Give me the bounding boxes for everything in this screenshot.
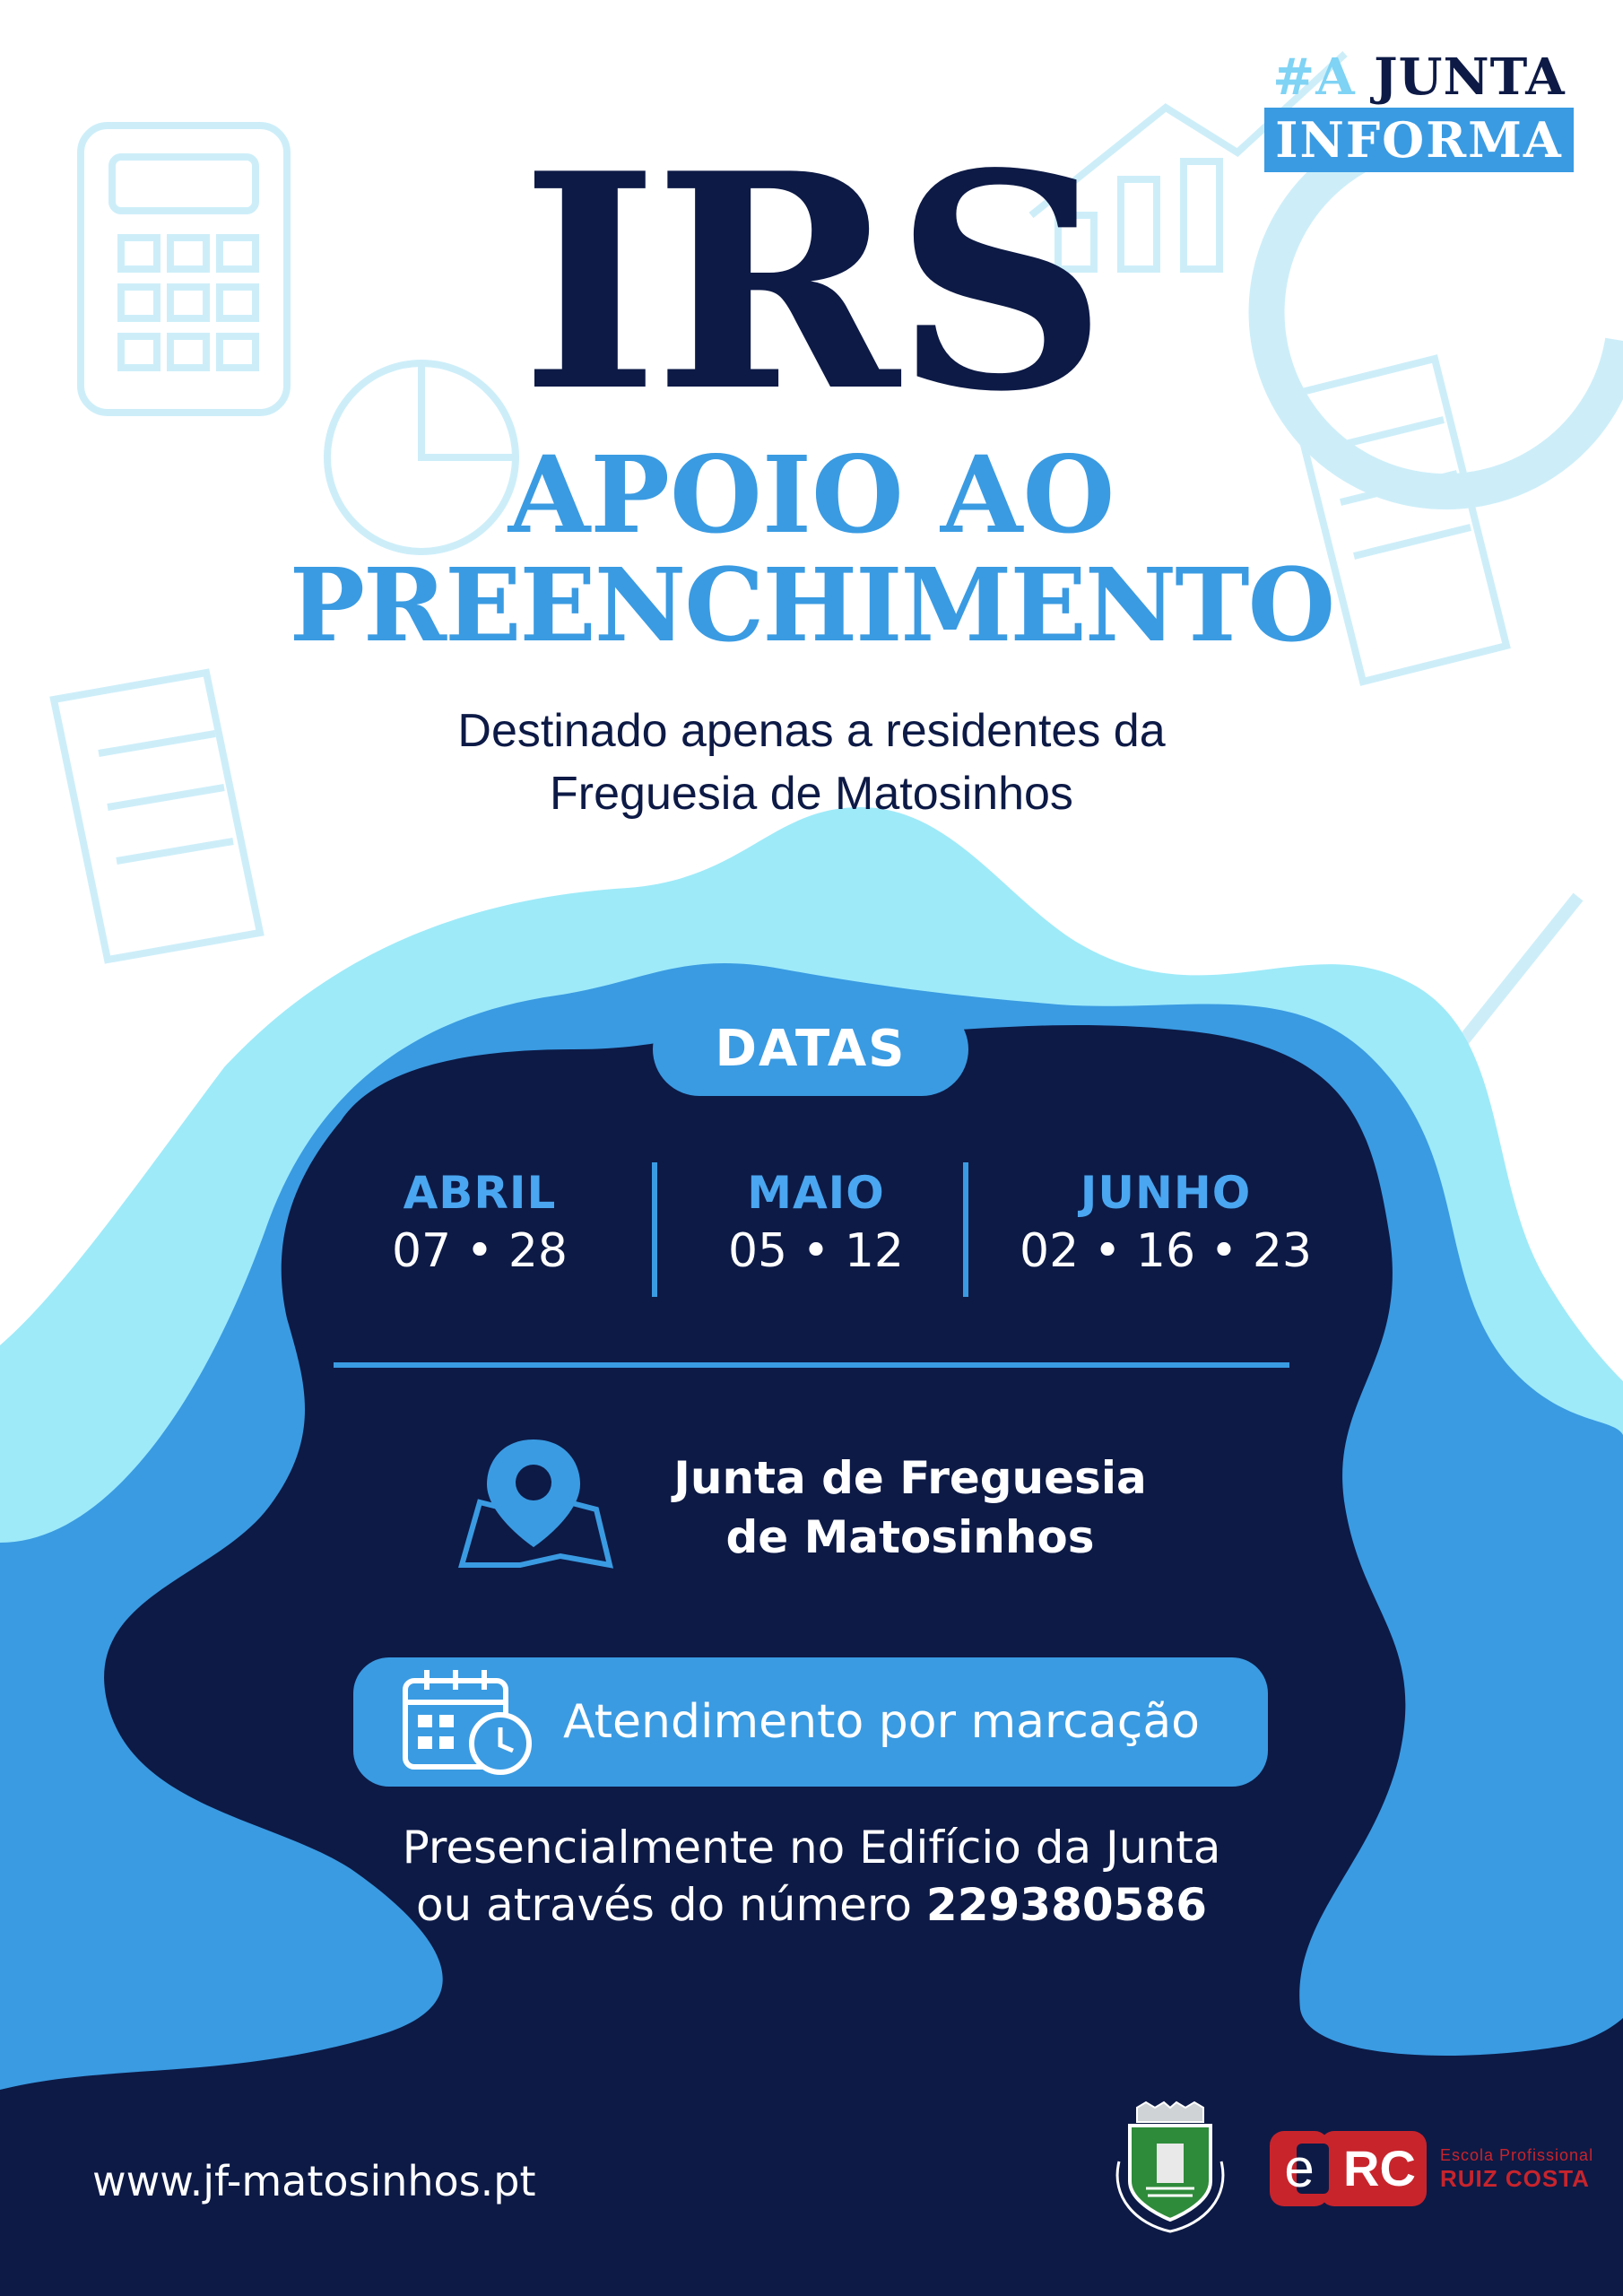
appointment-label: Atendimento por marcação bbox=[563, 1695, 1200, 1749]
contact-line-2-text: ou através do número bbox=[415, 1879, 912, 1931]
audience-line-2: Freguesia de Matosinhos bbox=[550, 768, 1073, 820]
website-link[interactable]: www.jf-matosinhos.pt bbox=[92, 2157, 536, 2205]
month-days: 02 • 16 • 23 bbox=[1020, 1224, 1312, 1278]
month-days: 07 • 28 bbox=[391, 1224, 568, 1278]
location-line-2: de Matosinhos bbox=[725, 1511, 1095, 1563]
main-title: IRS bbox=[520, 109, 1103, 457]
month-june bbox=[986, 1166, 1345, 1283]
contact-line-2 bbox=[0, 1876, 1623, 1934]
erc-e-letter: e bbox=[1284, 2138, 1315, 2198]
parish-coat-of-arms-logo bbox=[1110, 2099, 1230, 2233]
badge-word: JUNTA bbox=[1374, 48, 1566, 107]
badge-line-2: INFORMA bbox=[1264, 108, 1574, 172]
dates-heading: DATAS bbox=[653, 1003, 968, 1096]
badge-hash: #A bbox=[1272, 48, 1356, 107]
erc-name-text: RUIZ COSTA bbox=[1440, 2165, 1590, 2192]
audience-note bbox=[0, 700, 1623, 825]
subtitle bbox=[0, 432, 1623, 665]
month-may bbox=[681, 1166, 950, 1283]
month-april bbox=[341, 1166, 619, 1283]
badge-line-1 bbox=[1264, 48, 1574, 107]
month-name: JUNHO bbox=[1080, 1167, 1252, 1219]
phone-number: 229380586 bbox=[925, 1879, 1208, 1931]
contact-line-1: Presencialmente no Edifício da Junta bbox=[402, 1822, 1221, 1874]
date-divider bbox=[963, 1162, 968, 1297]
date-divider bbox=[652, 1162, 657, 1297]
map-pin-icon bbox=[453, 1431, 614, 1570]
location-name bbox=[619, 1448, 1202, 1567]
erc-rc-letters: RC bbox=[1343, 2140, 1416, 2196]
erc-school-name bbox=[1440, 2145, 1593, 2192]
erc-small-text: Escola Profissional bbox=[1440, 2146, 1594, 2164]
location-line-1: Junta de Freguesia bbox=[673, 1452, 1147, 1504]
month-name: MAIO bbox=[747, 1167, 885, 1219]
month-name: ABRIL bbox=[403, 1167, 557, 1219]
contact-info bbox=[0, 1819, 1623, 1934]
audience-line-1: Destinado apenas a residentes da bbox=[457, 705, 1166, 757]
subtitle-line-1: APOIO AO bbox=[508, 432, 1115, 557]
section-divider bbox=[334, 1362, 1289, 1368]
month-days: 05 • 12 bbox=[727, 1224, 905, 1278]
calendar-clock-icon bbox=[402, 1668, 534, 1776]
subtitle-line-2: PREENCHIMENTO bbox=[289, 547, 1334, 665]
